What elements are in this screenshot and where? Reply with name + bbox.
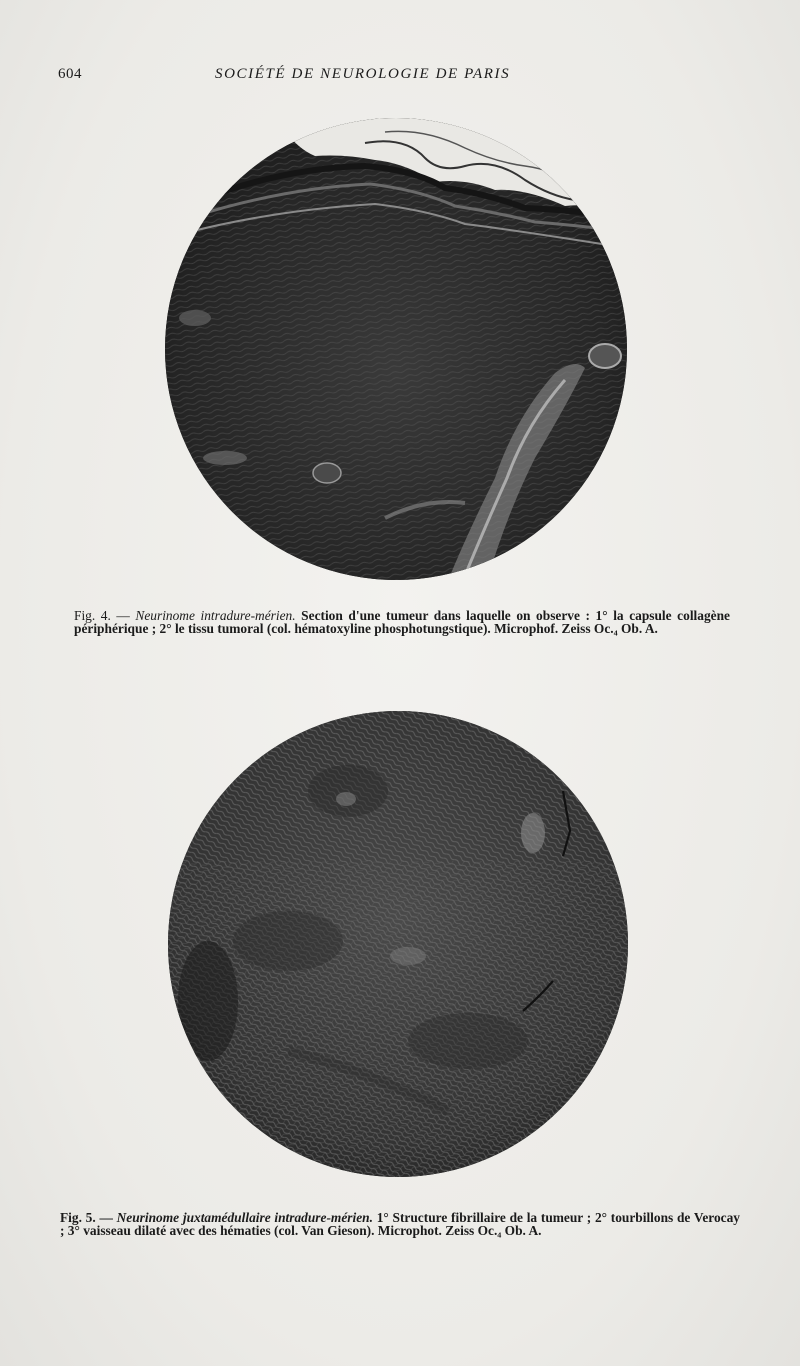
figure-5-micrograph	[168, 711, 628, 1177]
figure-4-label: Fig. 4. —	[74, 608, 130, 623]
figure-5-label: Fig. 5. —	[60, 1210, 113, 1225]
page-number: 604	[58, 66, 82, 82]
figure-5-caption	[60, 1211, 740, 1237]
figure-4-caption-text: Section d'une tumeur dans laquelle on observe : 1° la capsule collagène périphérique ; 2° le tissu tumoral (col. hématoxyline phosphotungstique). Microphof. Zeiss Oc.₄ Ob. A.	[74, 608, 730, 636]
running-head: SOCIÉTÉ DE NEUROLOGIE DE PARIS	[215, 66, 511, 82]
figure-4-caption	[74, 609, 730, 635]
figure-4-micrograph	[165, 118, 627, 580]
figure-4-title: Neurinome intradure-mérien.	[135, 608, 296, 623]
figure-5-caption-text: 1° Structure fibrillaire de la tumeur ; 2° tourbillons de Verocay ; 3° vaisseau dilaté avec des hématies (col. Van Gieson). Microphot. Zeiss Oc.₄ Ob. A.	[60, 1210, 740, 1238]
page-header	[0, 66, 800, 90]
micrograph-fibrillar-structure-icon	[168, 711, 628, 1177]
figure-5-title: Neurinome juxtamédullaire intradure-mérien.	[116, 1210, 373, 1225]
micrograph-tumor-capsule-icon	[165, 118, 627, 580]
